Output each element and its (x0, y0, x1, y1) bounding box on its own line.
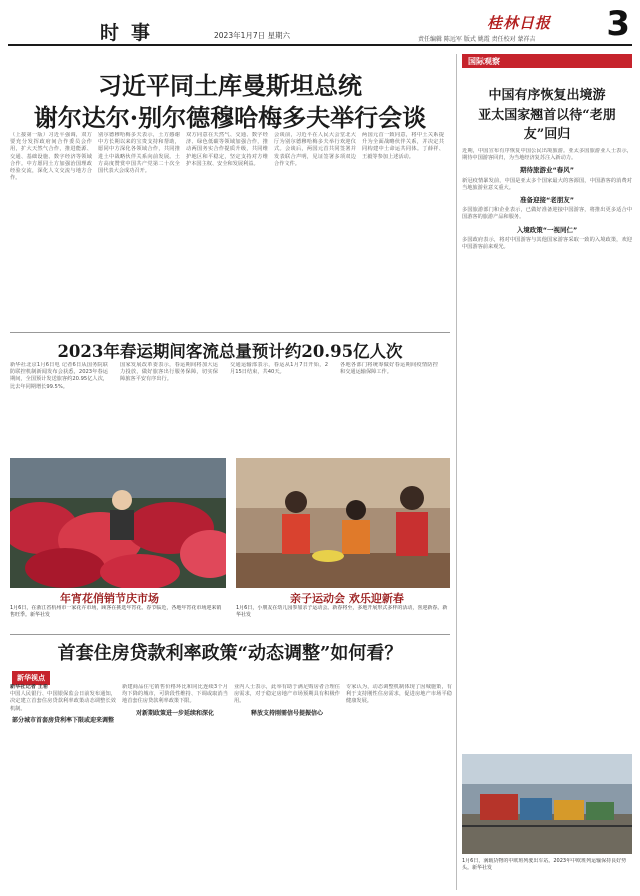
housing-headline: 首套住房贷款利率政策“动态调整”如何看？ (57, 643, 403, 664)
housing-subhead-1: 部分城市首套房贷利率下限或迎来调整 (11, 716, 114, 724)
lead-column-4: 会谈前，习近平在人民大会堂北大厅为别尔德穆哈梅多夫举行欢迎仪式。会谈后，两国元首共同签署并发表联合声明，见证签署多项双边合作文件。 (274, 132, 356, 167)
spring-column-4: 各地各部门将统筹做好春运期间疫情防控和交通运输保障工作。 (340, 362, 438, 376)
lead-column-1: （上接第一版）习近平强调，双方要充分发挥政府间合作委员会作用，扩大天然气合作，推进能源、交通、基础设施、数字经济等领域合作。中方愿同土方加强治国理政经验交流，深化人文交流与地方合作。 (10, 132, 92, 182)
page-number: 3 (606, 4, 630, 44)
lead-column-3: 双方同意在天然气、交通、数字经济、绿色低碳等领域加强合作，推动两国务实合作提质升级，共同维护地区和平稳定，坚定支持对方维护本国主权、安全和发展利益。 (186, 132, 268, 167)
right-subhead-2: 准备迎接“老朋友” (519, 196, 575, 205)
lead-column-2: 别尔德穆哈梅多夫表示，土方感谢中方长期以来的宝贵支持和帮助，愿同中方深化各领域合作，共同推进土中战略伙伴关系向前发展。土方高度赞赏中国共产党第二十次全国代表大会成功召开。 (98, 132, 180, 175)
masthead (8, 6, 632, 46)
spring-column-2: 国家发展改革委表示，春运期间将加大运力投放，做好旅客出行服务保障，切实保障旅客平安有序出行。 (120, 362, 218, 383)
publication-date: 2023年1月7日 星期六 (214, 31, 291, 40)
housing-subhead-3: 释放支持刚需信号提振信心 (250, 709, 323, 717)
housing-column-2 (122, 684, 228, 889)
lead-headline-line1: 习近平同土库曼斯坦总统 (98, 71, 362, 100)
housing-column-3-text: 业内人士表示，此举有助于满足购房者合理住房需求，对于稳定房地产市场预期具有积极作用。 (234, 684, 340, 705)
column-divider (456, 54, 457, 890)
international-column (462, 54, 632, 890)
right-subhead-1: 期待旅游业“春风” (519, 166, 575, 175)
right-headline-line1: 中国有序恢复出境游 (488, 88, 606, 103)
right-article-body (462, 148, 632, 251)
spring-column-3: 交通运输部表示，春运从1月7日开始，2月15日结束，共40天。 (230, 362, 328, 376)
flower-photo-title: 年宵花俏销节庆市场 (60, 592, 159, 605)
flower-photo-caption: 1月6日，在浙江省杭州市一家花卉市场，顾客在挑选年宵花。春节临近，各地年宵花市场迎来销售旺季。新华社发 (10, 605, 222, 618)
freight-train-photo (462, 754, 632, 854)
housing-subhead-2: 对新期政策进一步延续和深化 (135, 709, 214, 717)
games-photo-title: 亲子运动会 欢乐迎新春 (290, 592, 404, 605)
newspaper-logo: 桂林日报 (487, 14, 552, 32)
spring-column-1: 新华社北京1月6日电 记者6日从国务院联防联控机制新闻发布会获悉，2023年春运期间，全国预计发送旅客约20.95亿人次，比去年同期增长99.5%。 (10, 362, 108, 390)
right-paragraph-1: 近期，中国宣布有序恢复中国公民出境旅游。亚太多国旅游业人士表示，期待中国游客回归，为当地经济复苏注入新动力。 (462, 148, 632, 162)
housing-column-3 (234, 684, 340, 889)
parent-child-games-photo (236, 458, 450, 588)
news-tag-badge: 新华视点 (12, 671, 50, 685)
housing-column-4: 专家认为，动态调整机制体现了因城施策，有利于支持刚性住房需求，促进房地产市场平稳健康发展。 (346, 684, 452, 705)
housing-column-1-text: 中国人民银行、中国银保监会日前发布通知，决定建立首套住房贷款利率政策动态调整长效机制。 (10, 691, 116, 712)
right-paragraph-3: 多国旅游部门和企业表示，已做好准备迎接中国游客，将推出更多适合中国游客的旅游产品和服务。 (462, 207, 632, 221)
section-divider (10, 634, 450, 635)
right-paragraph-2: 新冠疫情暴发前，中国是亚太多个国家最大的客源国，中国游客的消费对当地旅游业意义重大。 (462, 177, 632, 191)
right-paragraph-4: 多国政府表示，将对中国游客与其他国家游客采取一致的入境政策，欢迎中国游客前来观光。 (462, 236, 632, 251)
column-banner: 国际观察 (462, 54, 632, 68)
games-photo-caption: 1月6日，小朋友在幼儿园参加亲子运动会。新春将至，多地开展形式多样的活动，喜迎新春。新华社发 (236, 605, 448, 618)
flower-market-photo (10, 458, 226, 588)
right-subhead-3: 入境政策“一视同仁” (516, 225, 578, 234)
right-headline-line2: 亚太国家翘首以待“老朋友”回归 (478, 108, 616, 142)
section-divider (10, 332, 450, 333)
lead-headline-line2: 谢尔达尔·别尔德穆哈梅多夫举行会谈 (33, 103, 427, 132)
train-photo-caption: 1月6日，满载货物的中欧班列驶出车站。2023年中欧班列运输保持良好势头。新华社发 (462, 858, 627, 871)
section-title: 时事 (100, 22, 163, 44)
lead-column-5: 两国元首一致同意，将中土关系提升为全面战略伙伴关系，并决定共同构建中土命运共同体。丁薛祥、王毅等参加上述活动。 (362, 132, 444, 160)
housing-column-2-text: 新建商品住宅销售价格环比和同比连续3个月均下降的城市，可阶段性维持、下调或取消当地首套住房贷款利率政策下限。 (122, 684, 228, 705)
housing-reporter: 新华社记者 王希 (10, 684, 49, 690)
editors-credit: 责任编辑 陈远军 版式 姚霞 责任校对 蒙祥吉 (418, 36, 536, 43)
spring-travel-headline: 2023年春运期间客流总量预计约20.95亿人次 (57, 342, 403, 361)
housing-column-1 (10, 684, 116, 889)
